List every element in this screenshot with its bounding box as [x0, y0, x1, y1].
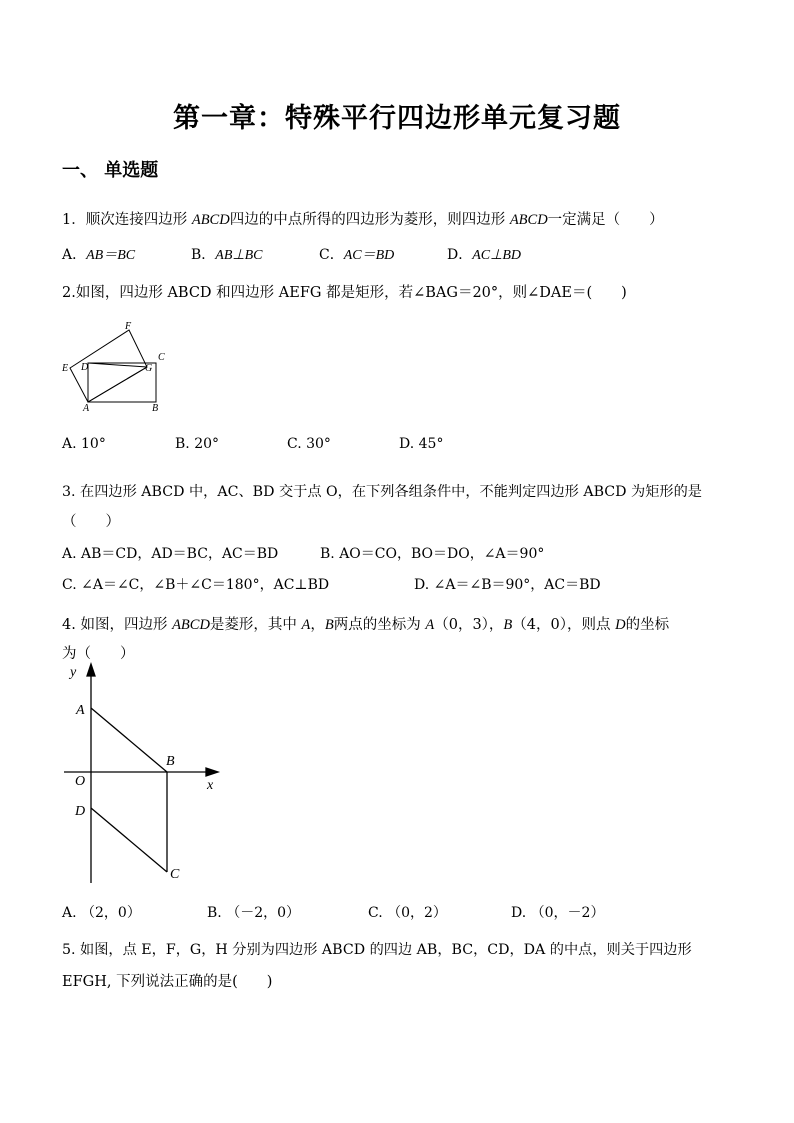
- label-a: A: [83, 403, 90, 414]
- label-c: C: [170, 867, 180, 882]
- question-1: 1．顺次连接四边形 ABCD四边的中点所得的四边形为菱形，则四边形 ABCD一定满足（ ）: [62, 212, 664, 228]
- question-4-line-1: 4. 如图，四边形 ABCD是菱形，其中 A，B两点的坐标为 A（0，3），B（4，0），则点 D的坐标: [62, 617, 670, 633]
- q3-option-d: D. ∠A＝∠B＝90°，AC＝BD: [414, 577, 601, 593]
- label-b: B: [152, 403, 159, 414]
- q4-option-c: C. （0，2）: [368, 905, 447, 921]
- axis-label-y: y: [70, 665, 77, 680]
- question-2: 2.如图，四边形 ABCD 和四边形 AEFG 都是矩形，若∠BAG＝20°，则∠DAE＝( ): [62, 285, 627, 301]
- q1-option-b: B．AB⊥BC: [191, 247, 263, 263]
- q1-option-d: D．AC⊥BD: [447, 247, 521, 263]
- page-title: 第一章：特殊平行四边形单元复习题: [173, 103, 621, 134]
- label-d: D: [75, 804, 86, 819]
- q2-figure: [58, 318, 178, 414]
- question-3-line-2: （ ）: [62, 514, 120, 530]
- question-5-line-2: EFGH, 下列说法正确的是( ): [62, 974, 273, 990]
- label-c: C: [158, 352, 165, 363]
- q4-option-a: A. （2，0）: [62, 905, 141, 921]
- question-5-line-1: 5. 如图，点 E，F，G，H 分别为四边形 ABCD 的四边 AB，BC，CD，DA 的中点，则关于四边形: [62, 942, 692, 958]
- label-o: O: [75, 774, 86, 789]
- label-b: B: [166, 754, 175, 769]
- q2-option-d: D. 45°: [399, 436, 444, 452]
- question-4-line-2: 为（ ）: [62, 646, 135, 662]
- label-g: G: [145, 363, 153, 374]
- label-d: D: [81, 362, 89, 373]
- label-a: A: [76, 703, 85, 718]
- q3-option-b: B. AO＝CO，BO＝DO，∠A＝90°: [320, 546, 545, 562]
- label-f: F: [125, 321, 132, 332]
- q2-option-c: C. 30°: [287, 436, 331, 452]
- q4-figure: [60, 658, 230, 888]
- q3-option-a: A. AB＝CD，AD＝BC，AC＝BD: [62, 546, 279, 562]
- q4-option-d: D. （0，－2）: [511, 905, 605, 921]
- axis-label-x: x: [207, 778, 214, 793]
- q1-option-c: C．AC＝BD: [319, 247, 395, 263]
- q4-option-b: B. （－2，0）: [207, 905, 301, 921]
- q1-option-a: A．AB＝BC: [62, 247, 136, 263]
- q2-option-b: B. 20°: [175, 436, 220, 452]
- question-3-line-1: 3. 在四边形 ABCD 中，AC、BD 交于点 O，在下列各组条件中，不能判定四边形 ABCD 为矩形的是: [62, 484, 702, 500]
- section-heading: 一、 单选题: [62, 160, 159, 181]
- q2-option-a: A. 10°: [62, 436, 106, 452]
- label-e: E: [62, 363, 69, 374]
- q3-option-c: C. ∠A＝∠C，∠B＋∠C＝180°，AC⊥BD: [62, 577, 330, 593]
